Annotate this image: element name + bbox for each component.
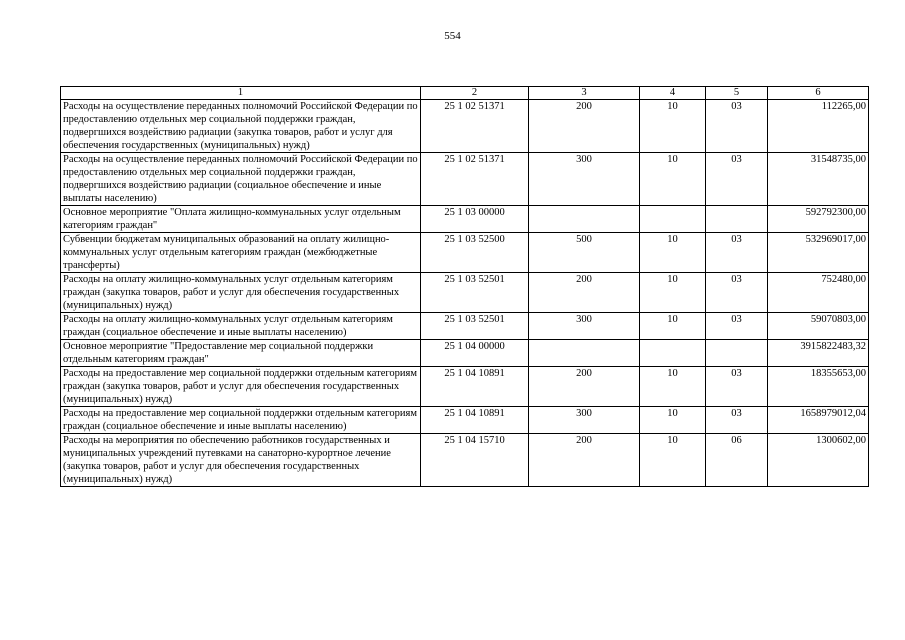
page-number: 554 <box>444 30 461 42</box>
table-row <box>61 153 869 206</box>
subsection-cell: 06 <box>706 434 768 487</box>
budget-code-cell: 25 1 04 00000 <box>421 340 529 367</box>
amount-cell: 1658979012,04 <box>768 407 869 434</box>
expense-name-cell: Основное мероприятие "Оплата жилищно-коммунальных услуг отдельным категориям граждан" <box>61 206 421 233</box>
expense-name-cell: Расходы на предоставление мер социальной поддержки отдельным категориям граждан (социальное обеспечение и иные выплаты населению) <box>61 407 421 434</box>
table-row <box>61 273 869 313</box>
table-header-row <box>61 87 869 100</box>
subsection-cell: 03 <box>706 233 768 273</box>
amount-cell: 1300602,00 <box>768 434 869 487</box>
subsection-cell <box>706 340 768 367</box>
expense-name-cell: Расходы на осуществление переданных полномочий Российской Федерации по предоставлению отдельных мер социальной поддержки граждан, подвергшихся воздействию радиации (закупка товаров, работ и услуг для обеспечения государственных (муниципальных) нужд) <box>61 100 421 153</box>
budget-code-cell: 25 1 03 00000 <box>421 206 529 233</box>
expense-type-cell: 200 <box>529 434 640 487</box>
expense-name-cell: Расходы на оплату жилищно-коммунальных услуг отдельным категориям граждан (социальное обеспечение и иные выплаты населению) <box>61 313 421 340</box>
budget-table <box>60 86 869 487</box>
column-header: 2 <box>421 87 529 100</box>
expense-name-cell: Расходы на оплату жилищно-коммунальных услуг отдельным категориям граждан (закупка товаров, работ и услуг для обеспечения государственных (муниципальных) нужд) <box>61 273 421 313</box>
expense-type-cell: 200 <box>529 273 640 313</box>
section-cell: 10 <box>640 313 706 340</box>
table-row <box>61 313 869 340</box>
section-cell: 10 <box>640 407 706 434</box>
table-row <box>61 434 869 487</box>
expense-type-cell: 300 <box>529 407 640 434</box>
column-header: 3 <box>529 87 640 100</box>
subsection-cell <box>706 206 768 233</box>
column-header: 1 <box>61 87 421 100</box>
table-row <box>61 100 869 153</box>
expense-name-cell: Расходы на предоставление мер социальной поддержки отдельным категориям граждан (закупка товаров, работ и услуг для обеспечения государственных (муниципальных) нужд) <box>61 367 421 407</box>
expense-type-cell: 200 <box>529 367 640 407</box>
amount-cell: 532969017,00 <box>768 233 869 273</box>
section-cell: 10 <box>640 367 706 407</box>
section-cell: 10 <box>640 100 706 153</box>
subsection-cell: 03 <box>706 100 768 153</box>
expense-name-cell: Субвенции бюджетам муниципальных образований на оплату жилищно-коммунальных услуг отдельным категориям граждан (межбюджетные трансферты) <box>61 233 421 273</box>
column-header: 4 <box>640 87 706 100</box>
expense-type-cell <box>529 206 640 233</box>
amount-cell: 592792300,00 <box>768 206 869 233</box>
budget-code-cell: 25 1 03 52500 <box>421 233 529 273</box>
budget-code-cell: 25 1 03 52501 <box>421 273 529 313</box>
expense-type-cell <box>529 340 640 367</box>
column-header: 5 <box>706 87 768 100</box>
subsection-cell: 03 <box>706 313 768 340</box>
section-cell: 10 <box>640 233 706 273</box>
table-row <box>61 367 869 407</box>
amount-cell: 18355653,00 <box>768 367 869 407</box>
expense-type-cell: 300 <box>529 313 640 340</box>
amount-cell: 31548735,00 <box>768 153 869 206</box>
table-row <box>61 340 869 367</box>
amount-cell: 3915822483,32 <box>768 340 869 367</box>
section-cell: 10 <box>640 434 706 487</box>
expense-name-cell: Расходы на осуществление переданных полномочий Российской Федерации по предоставлению отдельных мер социальной поддержки граждан, подвергшихся воздействию радиации (социальное обеспечение и иные выплаты населению) <box>61 153 421 206</box>
section-cell: 10 <box>640 273 706 313</box>
section-cell <box>640 206 706 233</box>
amount-cell: 59070803,00 <box>768 313 869 340</box>
expense-type-cell: 200 <box>529 100 640 153</box>
budget-code-cell: 25 1 03 52501 <box>421 313 529 340</box>
expense-type-cell: 500 <box>529 233 640 273</box>
table-row <box>61 233 869 273</box>
subsection-cell: 03 <box>706 273 768 313</box>
expense-type-cell: 300 <box>529 153 640 206</box>
budget-code-cell: 25 1 02 51371 <box>421 100 529 153</box>
budget-code-cell: 25 1 04 10891 <box>421 367 529 407</box>
expense-name-cell: Основное мероприятие "Предоставление мер социальной поддержки отдельным категориям граждан" <box>61 340 421 367</box>
column-header: 6 <box>768 87 869 100</box>
budget-code-cell: 25 1 04 10891 <box>421 407 529 434</box>
expense-name-cell: Расходы на мероприятия по обеспечению работников государственных и муниципальных учреждений путевками на санаторно-курортное лечение (закупка товаров, работ и услуг для обеспечения государственных (муниципальных) нужд) <box>61 434 421 487</box>
budget-code-cell: 25 1 04 15710 <box>421 434 529 487</box>
table-row <box>61 407 869 434</box>
budget-code-cell: 25 1 02 51371 <box>421 153 529 206</box>
section-cell: 10 <box>640 153 706 206</box>
table-row <box>61 206 869 233</box>
subsection-cell: 03 <box>706 407 768 434</box>
section-cell <box>640 340 706 367</box>
subsection-cell: 03 <box>706 367 768 407</box>
amount-cell: 112265,00 <box>768 100 869 153</box>
amount-cell: 752480,00 <box>768 273 869 313</box>
subsection-cell: 03 <box>706 153 768 206</box>
